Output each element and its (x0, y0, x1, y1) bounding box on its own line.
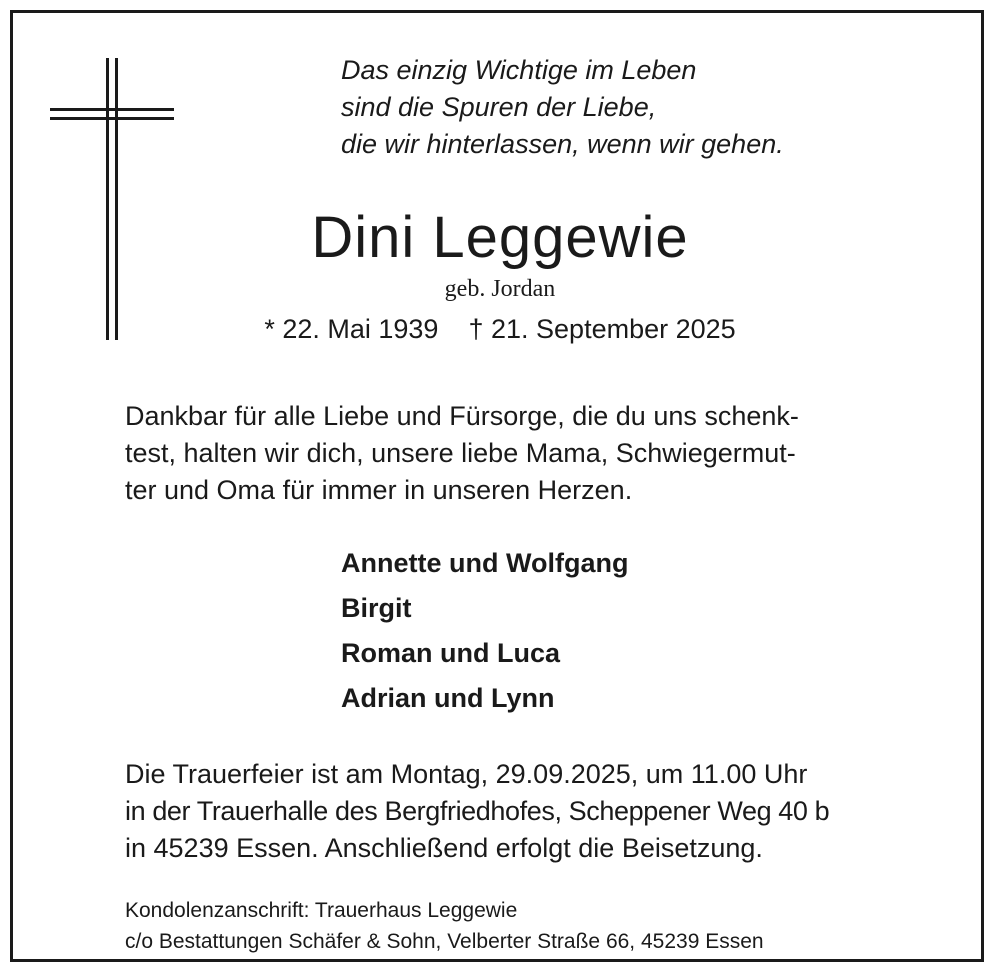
family-member: Birgit (341, 593, 412, 623)
tribute-line-2: test, halten wir dich, unsere liebe Mama, Schwiegermut- (125, 438, 796, 468)
service-line-2: in der Trauerhalle des Bergfriedhofes, Scheppener Weg 40 b (125, 796, 830, 826)
tribute-line-1: Dankbar für alle Liebe und Fürsorge, die du uns schenk- (125, 401, 799, 431)
family-member: Adrian und Lynn (341, 683, 555, 713)
quote-line-3: die wir hinterlassen, wenn wir gehen. (341, 129, 784, 159)
deceased-name: Dini Leggewie (311, 205, 689, 270)
condolence-line-2: c/o Bestattungen Schäfer & Sohn, Velberter Straße 66, 45239 Essen (125, 930, 764, 953)
quote-line-2: sind die Spuren der Liebe, (341, 92, 657, 122)
life-dates (0, 314, 1000, 345)
maiden-name: geb. Jordan (444, 276, 556, 302)
tribute-line-3: ter und Oma für immer in unseren Herzen. (125, 475, 633, 505)
service-line-3: in 45239 Essen. Anschließend erfolgt die Beisetzung. (125, 833, 763, 863)
condolence-line-1: Kondolenzanschrift: Trauerhaus Leggewie (125, 899, 518, 922)
birth-date: * 22. Mai 1939 (264, 314, 439, 344)
family-member: Roman und Luca (341, 638, 561, 668)
death-date: † 21. September 2025 (468, 314, 736, 344)
family-member: Annette und Wolfgang (341, 548, 629, 578)
service-line-1: Die Trauerfeier ist am Montag, 29.09.2025, um 11.00 Uhr (125, 759, 808, 789)
quote-line-1: Das einzig Wichtige im Leben (341, 55, 697, 85)
